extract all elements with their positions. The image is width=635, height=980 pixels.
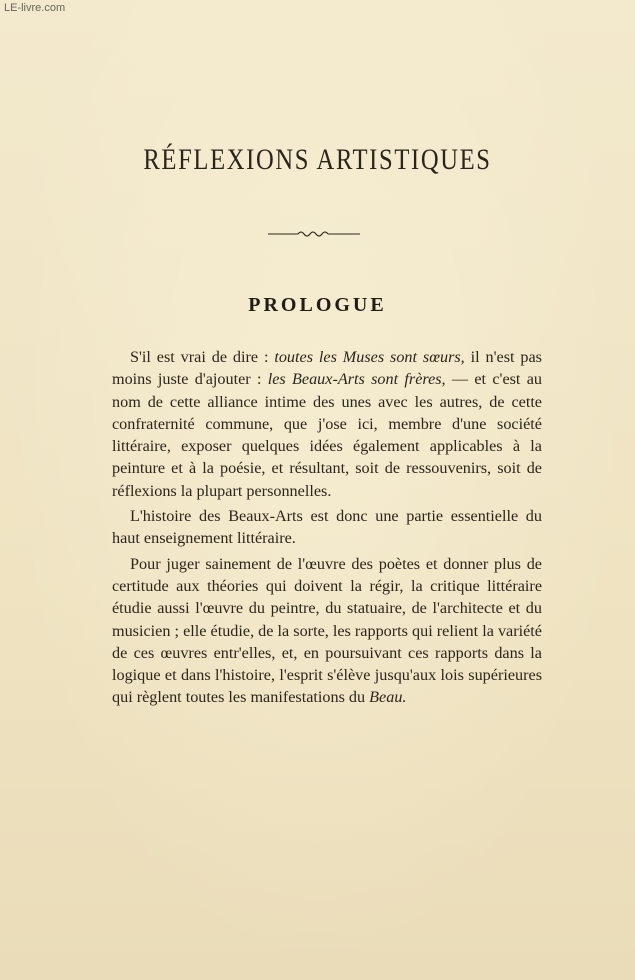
watermark: LE-livre.com bbox=[4, 2, 66, 14]
paragraph-1 bbox=[112, 346, 542, 502]
italic-run: toutes les Muses sont sœurs, bbox=[274, 348, 465, 366]
text-run: il n'est pas moins juste d'ajouter : bbox=[112, 348, 542, 389]
section-heading: PROLOGUE bbox=[248, 294, 387, 316]
body-text bbox=[112, 346, 542, 712]
paragraph-2: L'histoire des Beaux-Arts est donc une partie essentielle du haut enseignement littéraire. bbox=[112, 507, 542, 548]
text-run: — et c'est au nom de cette alliance intime des unes avec les autres, de cette confraternité commune, que j'ose ici, membre d'une société littéraire, exposer quelques idées également applicables à la peinture et à la poésie, et résultant, soit de ressouvenirs, soit de réflexions la plupart personnelles. bbox=[112, 370, 542, 500]
ornament-divider-icon bbox=[268, 228, 360, 240]
paragraph-3 bbox=[112, 553, 542, 709]
italic-run: Beau. bbox=[369, 688, 407, 707]
page-title: RÉFLEXIONS ARTISTIQUES bbox=[143, 143, 492, 176]
italic-run: les Beaux-Arts sont frères, bbox=[267, 370, 446, 389]
text-run: S'il est vrai de dire : bbox=[130, 348, 275, 366]
text-run: Pour juger sainement de l'œuvre des poètes et donner plus de certitude aux théories qui doivent la régir, la critique littéraire étudie aussi l'œuvre du peintre, du statuaire, de l'architecte et du musicien ; elle étudie, de la sorte, les rapports qui relient la variété de ces œuvres entr'elles, et, en poursuivant ces rapports dans la logique et dans l'histoire, l'esprit s'élève jusqu'aux lois supérieures qui règlent toutes les manifestations du bbox=[112, 554, 542, 707]
